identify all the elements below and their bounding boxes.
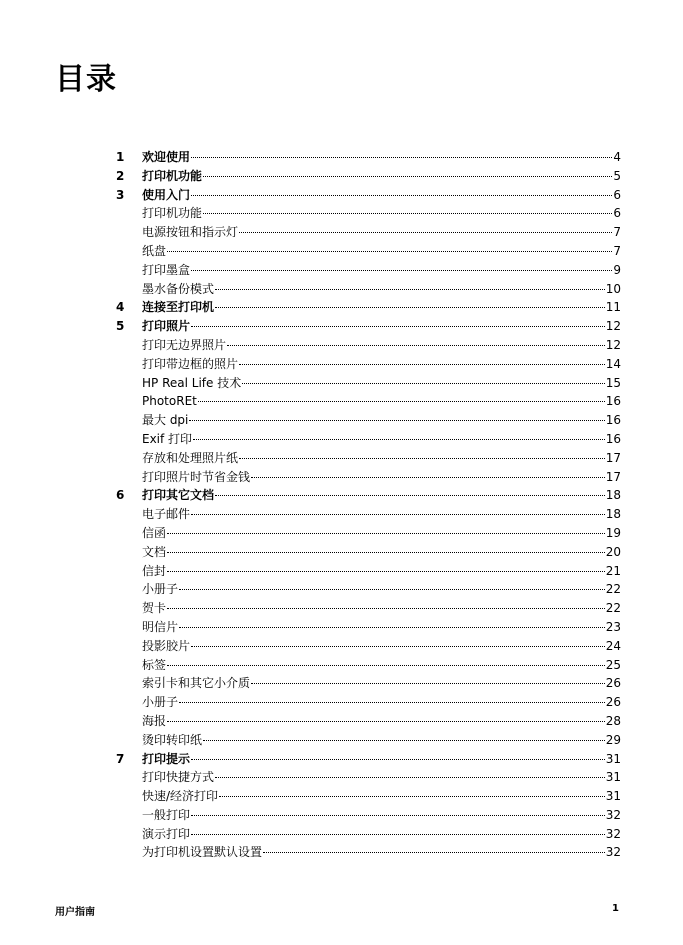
toc-dot-leader	[191, 326, 605, 327]
toc-entry-label[interactable]: 打印墨盒	[142, 262, 191, 277]
toc-entry-line	[142, 768, 621, 787]
toc-entry-label[interactable]: 电子邮件	[142, 507, 191, 522]
toc-chapter-entry[interactable]	[116, 186, 621, 205]
toc-entry-line	[142, 336, 621, 355]
toc-entry-line	[142, 167, 621, 186]
toc-page-number: 9	[613, 262, 621, 277]
toc-section-entry[interactable]	[116, 674, 621, 693]
toc-entry-line	[142, 693, 621, 712]
toc-entry-label[interactable]: 打印无边界照片	[142, 337, 227, 352]
toc-dot-leader	[191, 270, 612, 271]
toc-section-entry[interactable]	[116, 355, 621, 374]
toc-entry-line	[142, 712, 621, 731]
table-of-contents	[116, 148, 621, 862]
toc-page-number: 22	[605, 601, 621, 616]
toc-entry-line	[142, 618, 621, 637]
toc-entry-line	[142, 599, 621, 618]
toc-page-number: 7	[613, 243, 621, 258]
toc-page-number: 18	[605, 488, 621, 503]
toc-entry-line	[142, 280, 621, 299]
toc-page-number: 20	[605, 544, 621, 559]
toc-section-entry[interactable]	[116, 468, 621, 487]
toc-dot-leader	[191, 759, 605, 760]
toc-dot-leader	[191, 195, 612, 196]
toc-dot-leader	[167, 721, 605, 722]
toc-page-number: 16	[605, 394, 621, 409]
toc-entry-label[interactable]: 小册子	[142, 695, 179, 710]
toc-section-entry[interactable]	[116, 505, 621, 524]
toc-dot-leader	[191, 815, 605, 816]
toc-entry-line	[142, 449, 621, 468]
toc-entry-line	[142, 843, 621, 862]
toc-section-entry[interactable]	[116, 543, 621, 562]
toc-section-entry[interactable]	[116, 787, 621, 806]
toc-page-number: 31	[605, 789, 621, 804]
toc-dot-leader	[167, 665, 605, 666]
toc-entry-line	[142, 562, 621, 581]
toc-dot-leader	[167, 251, 612, 252]
toc-page-number: 32	[605, 845, 621, 860]
toc-entry-line	[142, 825, 621, 844]
toc-dot-leader	[191, 157, 612, 158]
toc-entry-line	[142, 186, 621, 205]
toc-dot-leader	[215, 289, 605, 290]
toc-entry-line	[142, 261, 621, 280]
toc-section-entry[interactable]	[116, 656, 621, 675]
toc-section-entry[interactable]	[116, 411, 621, 430]
toc-section-entry[interactable]	[116, 223, 621, 242]
toc-page-number: 19	[605, 525, 621, 540]
toc-entry-line	[142, 317, 621, 336]
toc-dot-leader	[203, 213, 612, 214]
toc-page-number: 22	[605, 582, 621, 597]
toc-entry-label[interactable]: 投影胶片	[142, 638, 191, 653]
toc-dot-leader	[239, 232, 612, 233]
toc-dot-leader	[179, 589, 605, 590]
toc-entry-line	[142, 637, 621, 656]
toc-page-number: 31	[605, 751, 621, 766]
toc-dot-leader	[263, 852, 605, 853]
toc-entry-line	[142, 543, 621, 562]
toc-dot-leader	[191, 514, 605, 515]
toc-entry-label[interactable]: 快速/经济打印	[142, 789, 219, 804]
toc-entry-line	[142, 580, 621, 599]
toc-entry-line	[142, 411, 621, 430]
toc-entry-label[interactable]: 打印机功能	[142, 168, 203, 183]
toc-page-number: 4	[613, 150, 621, 164]
toc-dot-leader	[251, 477, 605, 478]
toc-entry-line	[142, 468, 621, 487]
toc-entry-line	[142, 392, 621, 411]
toc-dot-leader	[239, 364, 605, 365]
toc-page-number: 16	[605, 413, 621, 428]
toc-chapter-entry[interactable]	[116, 148, 621, 167]
toc-page-number: 26	[605, 676, 621, 691]
toc-dot-leader	[239, 458, 605, 459]
toc-entry-line	[142, 731, 621, 750]
toc-dot-leader	[215, 495, 605, 496]
toc-entry-label[interactable]: 为打印机设置默认设置	[142, 845, 263, 860]
toc-section-entry[interactable]	[116, 693, 621, 712]
footer-doc-title: 用户指南	[55, 907, 95, 918]
toc-dot-leader	[203, 740, 605, 741]
toc-page-number: 11	[605, 300, 621, 315]
toc-entry-label[interactable]: 最大 dpi	[142, 413, 189, 428]
toc-section-entry[interactable]	[116, 712, 621, 731]
toc-entry-line	[142, 486, 621, 505]
toc-dot-leader	[215, 307, 605, 308]
toc-chapter-entry[interactable]	[116, 167, 621, 186]
toc-section-entry[interactable]	[116, 731, 621, 750]
toc-page-number: 17	[605, 450, 621, 465]
toc-page-number: 17	[605, 469, 621, 484]
toc-page-number: 12	[605, 319, 621, 334]
toc-section-entry[interactable]	[116, 430, 621, 449]
toc-dot-leader	[191, 834, 605, 835]
toc-section-entry[interactable]	[116, 580, 621, 599]
toc-entry-line	[142, 374, 621, 393]
toc-entry-label[interactable]: 打印照片时节省金钱	[142, 469, 251, 484]
toc-entry-line	[142, 204, 621, 223]
toc-chapter-number: 5	[116, 319, 125, 334]
toc-entry-label[interactable]: 连接至打印机	[142, 300, 215, 315]
toc-entry-line	[142, 674, 621, 693]
toc-entry-line	[142, 806, 621, 825]
toc-entry-label[interactable]: 信函	[142, 525, 167, 540]
toc-entry-label[interactable]: PhotoREt	[142, 394, 197, 409]
toc-page-number: 32	[605, 807, 621, 822]
toc-dot-leader	[167, 571, 605, 572]
toc-dot-leader	[219, 796, 605, 797]
toc-entry-label[interactable]: 使用入门	[142, 187, 191, 202]
toc-entry-line	[142, 524, 621, 543]
toc-entry-label[interactable]: 海报	[142, 713, 167, 728]
toc-section-entry[interactable]	[116, 524, 621, 543]
toc-section-entry[interactable]	[116, 618, 621, 637]
toc-entry-label[interactable]: HP Real Life 技术	[142, 375, 242, 390]
toc-page-number: 7	[613, 225, 621, 240]
toc-entry-label[interactable]: 墨水备份模式	[142, 281, 215, 296]
toc-dot-leader	[179, 627, 605, 628]
toc-dot-leader	[203, 176, 612, 177]
toc-entry-line	[142, 505, 621, 524]
toc-section-entry[interactable]	[116, 242, 621, 261]
toc-entry-label[interactable]: 打印其它文档	[142, 488, 215, 503]
toc-entry-label[interactable]: 电源按钮和指示灯	[142, 225, 239, 240]
toc-page-number: 15	[605, 375, 621, 390]
toc-page-number: 21	[605, 563, 621, 578]
toc-dot-leader	[193, 439, 605, 440]
toc-entry-label[interactable]: 贺卡	[142, 601, 167, 616]
toc-entry-label[interactable]: 信封	[142, 563, 167, 578]
toc-entry-label[interactable]: 打印带边框的照片	[142, 356, 239, 371]
toc-dot-leader	[191, 646, 605, 647]
toc-section-entry[interactable]	[116, 806, 621, 825]
toc-entry-label[interactable]: 打印快捷方式	[142, 770, 215, 785]
toc-section-entry[interactable]	[116, 768, 621, 787]
toc-entry-label[interactable]: 打印提示	[142, 751, 191, 766]
toc-entry-label[interactable]: 一般打印	[142, 807, 191, 822]
toc-section-entry[interactable]	[116, 599, 621, 618]
toc-entry-line	[142, 430, 621, 449]
toc-section-entry[interactable]	[116, 374, 621, 393]
toc-page-number: 26	[605, 695, 621, 710]
toc-section-entry[interactable]	[116, 562, 621, 581]
toc-entry-line	[142, 148, 621, 167]
toc-entry-line	[142, 750, 621, 769]
toc-chapter-number: 3	[116, 187, 125, 202]
toc-entry-label[interactable]: 明信片	[142, 619, 179, 634]
toc-page-number: 5	[613, 168, 621, 183]
toc-entry-label[interactable]: 文档	[142, 544, 167, 559]
toc-entry-label[interactable]: 烫印转印纸	[142, 732, 203, 747]
toc-dot-leader	[198, 401, 605, 402]
toc-dot-leader	[167, 533, 605, 534]
toc-chapter-entry[interactable]	[116, 298, 621, 317]
toc-section-entry[interactable]	[116, 843, 621, 862]
toc-page-number: 6	[613, 187, 621, 202]
toc-section-entry[interactable]	[116, 449, 621, 468]
toc-entry-label[interactable]: 存放和处理照片纸	[142, 450, 239, 465]
toc-section-entry[interactable]	[116, 204, 621, 223]
toc-entry-line	[142, 298, 621, 317]
toc-chapter-number: 4	[116, 300, 125, 315]
footer-page-number: 1	[612, 903, 619, 914]
toc-page-number: 31	[605, 770, 621, 785]
toc-entry-label[interactable]: 打印照片	[142, 319, 191, 334]
toc-page-number: 10	[605, 281, 621, 296]
toc-page-number: 6	[613, 206, 621, 221]
toc-chapter-number: 6	[116, 488, 125, 503]
toc-section-entry[interactable]	[116, 637, 621, 656]
toc-chapter-number: 7	[116, 751, 125, 766]
toc-entry-label[interactable]: 欢迎使用	[142, 150, 191, 164]
page-title: 目录	[55, 62, 117, 97]
toc-dot-leader	[189, 420, 604, 421]
toc-entry-line	[142, 355, 621, 374]
toc-page-number: 29	[605, 732, 621, 747]
toc-page-number: 28	[605, 713, 621, 728]
toc-entry-label[interactable]: 纸盘	[142, 243, 167, 258]
toc-entry-label[interactable]: 演示打印	[142, 826, 191, 841]
toc-chapter-entry[interactable]	[116, 750, 621, 769]
toc-entry-label[interactable]: 标签	[142, 657, 167, 672]
toc-section-entry[interactable]	[116, 825, 621, 844]
toc-entry-label[interactable]: Exif 打印	[142, 431, 193, 446]
toc-chapter-entry[interactable]	[116, 486, 621, 505]
toc-dot-leader	[227, 345, 605, 346]
toc-dot-leader	[167, 552, 605, 553]
toc-page-number: 32	[605, 826, 621, 841]
toc-page-number: 16	[605, 431, 621, 446]
toc-section-entry[interactable]	[116, 336, 621, 355]
toc-section-entry[interactable]	[116, 392, 621, 411]
toc-section-entry[interactable]	[116, 261, 621, 280]
toc-entry-line	[142, 656, 621, 675]
toc-entry-line	[142, 242, 621, 261]
toc-page-number: 23	[605, 619, 621, 634]
toc-section-entry[interactable]	[116, 280, 621, 299]
toc-entry-line	[142, 787, 621, 806]
toc-page-number: 12	[605, 337, 621, 352]
toc-dot-leader	[215, 777, 605, 778]
toc-entry-line	[142, 223, 621, 242]
toc-dot-leader	[179, 702, 605, 703]
toc-entry-label[interactable]: 索引卡和其它小介质	[142, 676, 251, 691]
toc-dot-leader	[242, 383, 605, 384]
toc-page-number: 24	[605, 638, 621, 653]
toc-chapter-number: 2	[116, 168, 125, 183]
toc-page-number: 14	[605, 356, 621, 371]
toc-page-number: 18	[605, 507, 621, 522]
toc-entry-label[interactable]: 小册子	[142, 582, 179, 597]
toc-dot-leader	[167, 608, 605, 609]
toc-chapter-number: 1	[116, 150, 125, 164]
toc-entry-label[interactable]: 打印机功能	[142, 206, 203, 221]
toc-page-number: 25	[605, 657, 621, 672]
toc-dot-leader	[251, 683, 605, 684]
toc-chapter-entry[interactable]	[116, 317, 621, 336]
